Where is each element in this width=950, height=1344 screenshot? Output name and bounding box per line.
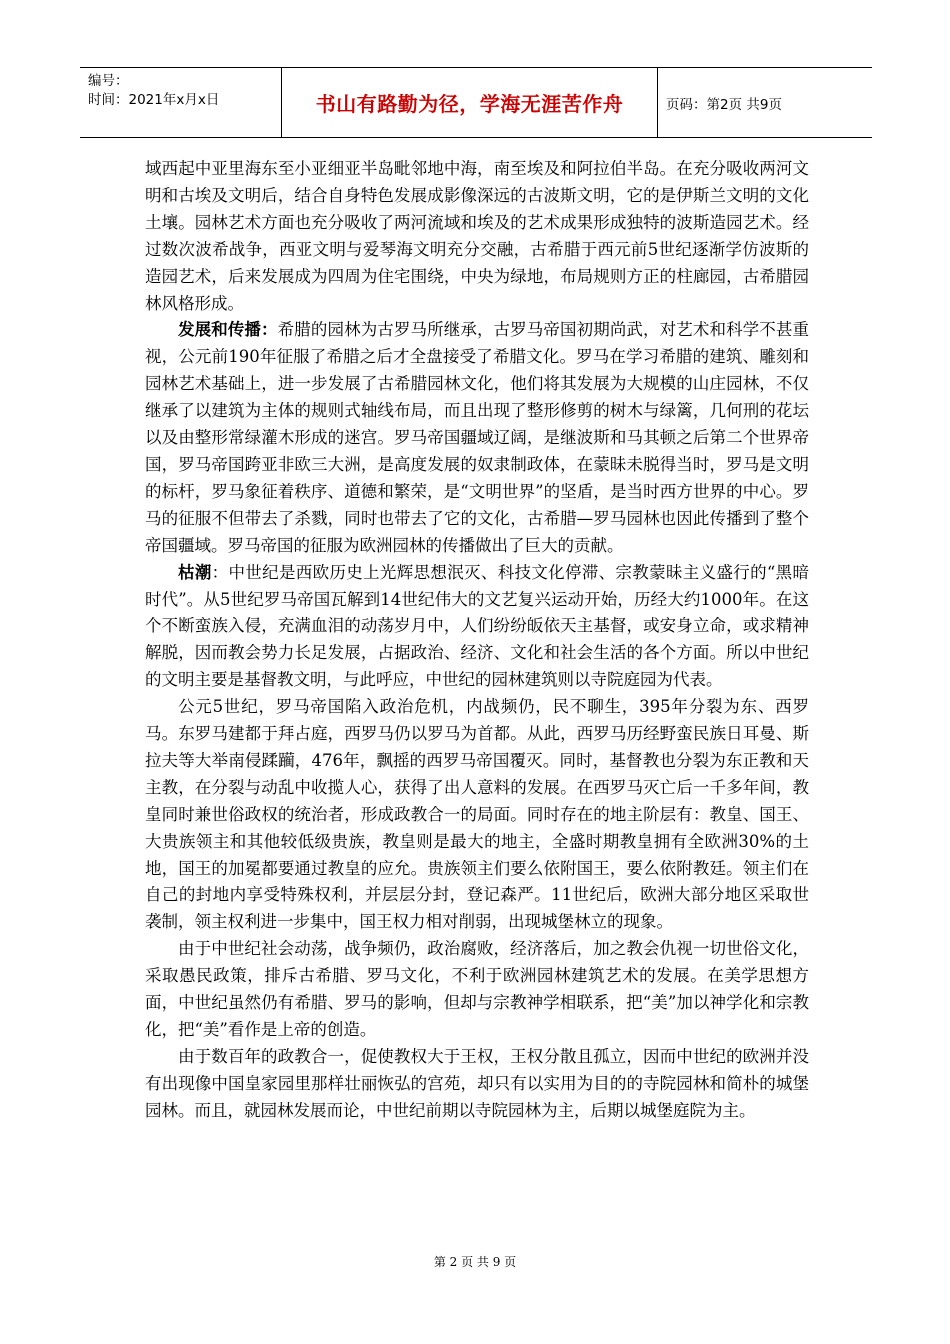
document-time-label: 时间：2021年x月x日 [88, 92, 220, 108]
paragraph [145, 1044, 809, 1125]
paragraph-heading: 枯潮 [178, 562, 212, 582]
paragraph-heading: 发展和传播： [178, 320, 278, 340]
paragraph-text: 由于中世纪社会动荡，战争频仍，政治腐败，经济落后，加之教会仇视一切世俗文化，采取愚民政策，排斥古希腊、罗马文化，不利于欧洲园林建筑艺术的发展。在美学思想方面，中世纪虽然仍有希腊、罗马的影响，但却与宗教神学相联系，把“美”加以神学化和宗教化，把“美”看作是上帝的创造。 [145, 939, 809, 1039]
document-body [145, 156, 809, 1125]
page-header [80, 67, 872, 138]
paragraph [145, 317, 809, 559]
header-page-number: 页码：第2页 共9页 [666, 96, 782, 113]
paragraph-text: 由于数百年的政教合一，促使教权大于王权，王权分散且孤立，因而中世纪的欧洲并没有出现像中国皇家园里那样壮丽恢弘的宫苑，却只有以实用为目的的寺院园林和简朴的城堡园林。而且，就园林发展而论，中世纪前期以寺院园林为主，后期以城堡庭院为主。 [145, 1046, 809, 1120]
paragraph [145, 694, 809, 936]
header-motto: 书山有路勤为径，学海无涯苦作舟 [315, 92, 624, 116]
paragraph-text: 希腊的园林为古罗马所继承，古罗马帝国初期尚武，对艺术和科学不甚重视，公元前190年征服了希腊之后才全盘接受了希腊文化。罗马在学习希腊的建筑、雕刻和园林艺术基础上，进一步发展了古希腊园林文化，他们将其发展为大规模的山庄园林，不仅继承了以建筑为主体的规则式轴线布局，而且出现了整形修剪的树木与绿篱，几何刑的花坛以及由整形常绿灌木形成的迷宫。罗马帝国疆域辽阔，是继波斯和马其顿之后第二个世界帝国，罗马帝国跨亚非欧三大洲，是高度发展的奴隶制政体，在蒙昧未脱得当时，罗马是文明的标杆，罗马象征着秩序、道德和繁荣，是“文明世界”的坚盾，是当时西方世界的中心。罗马的征服不但带去了杀戮，同时也带去了它的文化，古希腊—罗马园林也因此传播到了整个帝国疆域。罗马帝国的征服为欧洲园林的传播做出了巨大的贡献。 [145, 320, 810, 555]
header-meta [88, 72, 288, 110]
paragraph [145, 156, 809, 317]
paragraph-text: 公元5世纪，罗马帝国陷入政治危机，内战频仍，民不聊生，395年分裂为东、西罗马。东罗马建都于拜占庭，西罗马仍以罗马为首都。从此，西罗马历经野蛮民族日耳曼、斯拉夫等大举南侵蹂躏，476年，飘摇的西罗马帝国覆灭。同时，基督教也分裂为东正教和天主教，在分裂与动乱中收揽人心，获得了出人意料的发展。在西罗马灭亡后一千多年间，教皇同时兼世俗政权的统治者，形成政教合一的局面。同时存在的地主阶层有：教皇、国王、大贵族领主和其他较低级贵族，教皇则是最大的地主，全盛时期教皇拥有全欧洲30%的土地，国王的加冕都要通过教皇的应允。贵族领主们要么依附国王，要么依附教廷。领主们在自己的封地内享受特殊权利，并层层分封，登记森严。11世纪后，欧洲大部分地区采取世袭制，领主权利进一步集中，国王权力相对削弱，出现城堡林立的现象。 [145, 697, 809, 932]
page-footer: 第 2 页 共 9 页 [433, 1255, 517, 1269]
paragraph-text: 域西起中亚里海东至小亚细亚半岛毗邻地中海，南至埃及和阿拉伯半岛。在充分吸收两河文明和古埃及文明后，结合自身特色发展成影像深远的古波斯文明，它的是伊斯兰文明的文化土壤。园林艺术方面也充分吸收了两河流域和埃及的艺术成果形成独特的波斯造园艺术。经过数次波希战争，西亚文明与爱琴海文明充分交融，古希腊于西元前5世纪逐渐学仿波斯的造园艺术，后来发展成为四周为住宅围绕，中央为绿地，布局规则方正的柱廊园，古希腊园林风格形成。 [145, 159, 809, 313]
paragraph [145, 936, 809, 1044]
paragraph-text: ：中世纪是西欧历史上光辉思想泯灭、科技文化停滞、宗教蒙昧主义盛行的“黑暗时代”。从5世纪罗马帝国瓦解到14世纪伟大的文艺复兴运动开始，历经大约1000年。在这个不断蛮族入侵，充满血泪的动荡岁月中，人们纷纷皈依天主基督，或安身立命，或求精神解脱，因而教会势力长足发展，占据政治、经济、文化和社会生活的各个方面。所以中世纪的文明主要是基督教文明，与此呼应，中世纪的园林建筑则以寺院庭园为代表。 [145, 562, 810, 690]
paragraph [145, 560, 809, 695]
document-number-label: 编号： [88, 73, 129, 89]
